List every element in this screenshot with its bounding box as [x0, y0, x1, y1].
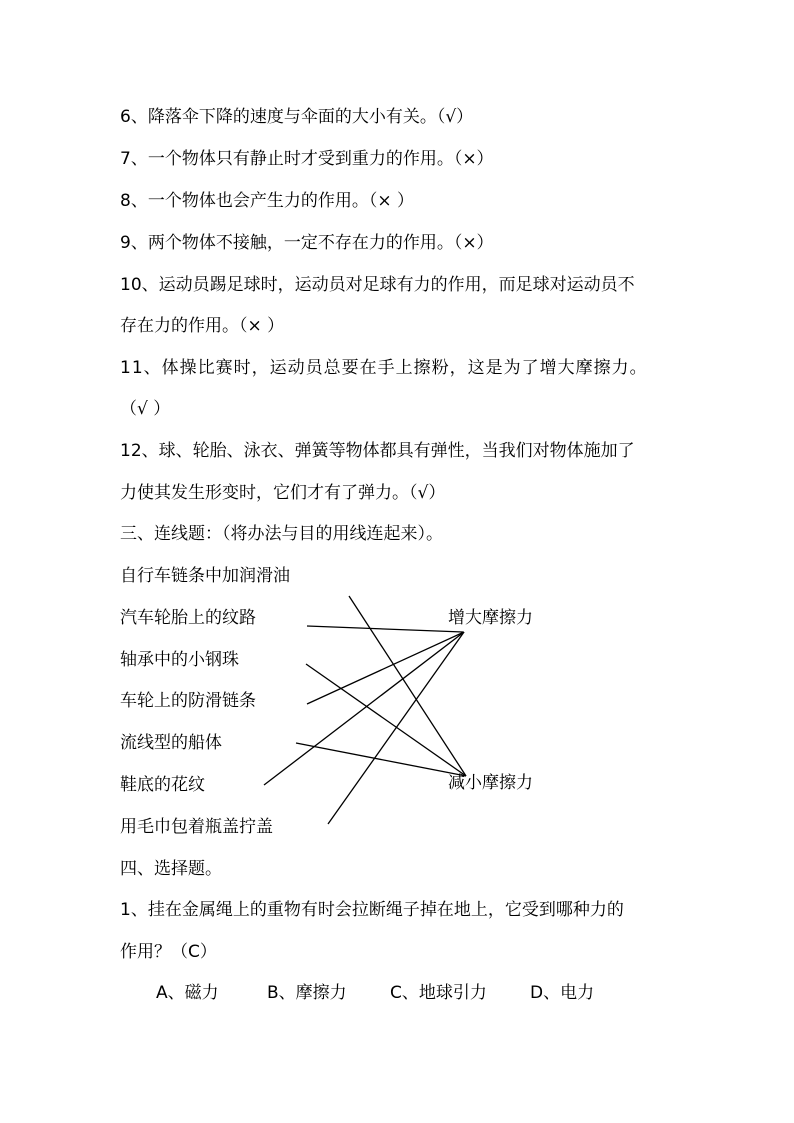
connector-shoe-sole [264, 632, 464, 785]
connector-tire-pattern [307, 626, 463, 632]
match-left-item-6: 鞋底的花纹 [120, 775, 205, 795]
connector-steel-balls [306, 664, 466, 776]
tf-item-9: 9、两个物体不接触，一定不存在力的作用。（×） [120, 233, 494, 253]
match-left-item-3: 轴承中的小钢珠 [120, 650, 239, 670]
option-c: C、地球引力 [390, 983, 487, 1003]
option-d: D、电力 [530, 983, 595, 1003]
tf-item-10-line2: 存在力的作用。（× ） [120, 316, 285, 336]
tf-item-12-line2: 力使其发生形变时，它们才有了弹力。（√） [120, 483, 446, 503]
tf-item-11-line2: （√ ） [120, 399, 171, 419]
match-right-reduce-friction: 减小摩擦力 [448, 773, 533, 793]
tf-item-7: 7、一个物体只有静止时才受到重力的作用。（×） [120, 149, 494, 169]
tf-item-8: 8、一个物体也会产生力的作用。（× ） [120, 191, 414, 211]
tf-item-12-line1: 12、球、轮胎、泳衣、弹簧等物体都具有弹性，当我们对物体施加了 [120, 441, 635, 461]
match-left-item-7: 用毛巾包着瓶盖拧盖 [120, 817, 273, 837]
option-a: A、磁力 [156, 983, 219, 1003]
match-left-item-5: 流线型的船体 [120, 733, 222, 753]
connector-towel-cap [328, 632, 464, 824]
connector-streamlined-hull [296, 743, 466, 776]
tf-item-11-line1: 11、体操比赛时，运动员总要在手上擦粉，这是为了增大摩擦力。 [120, 358, 648, 378]
tf-item-6: 6、降落伞下降的速度与伞面的大小有关。（√） [120, 107, 474, 127]
match-left-item-2: 汽车轮胎上的纹路 [120, 608, 256, 628]
section3-title: 三、连线题：（将办法与目的用线连起来）。 [120, 524, 443, 544]
match-left-item-1: 自行车链条中加润滑油 [120, 566, 290, 586]
option-b: B、摩擦力 [267, 983, 347, 1003]
question-1-line1: 1、挂在金属绳上的重物有时会拉断绳子掉在地上，它受到哪种力的 [120, 900, 624, 920]
section4-title: 四、选择题。 [120, 859, 222, 879]
connector-snow-chain [307, 632, 464, 704]
match-right-increase-friction: 增大摩擦力 [448, 608, 533, 628]
question-1-line2: 作用？（C） [120, 942, 217, 962]
match-left-item-4: 车轮上的防滑链条 [120, 691, 256, 711]
tf-item-10-line1: 10、运动员踢足球时，运动员对足球有力的作用，而足球对运动员不 [120, 275, 635, 295]
